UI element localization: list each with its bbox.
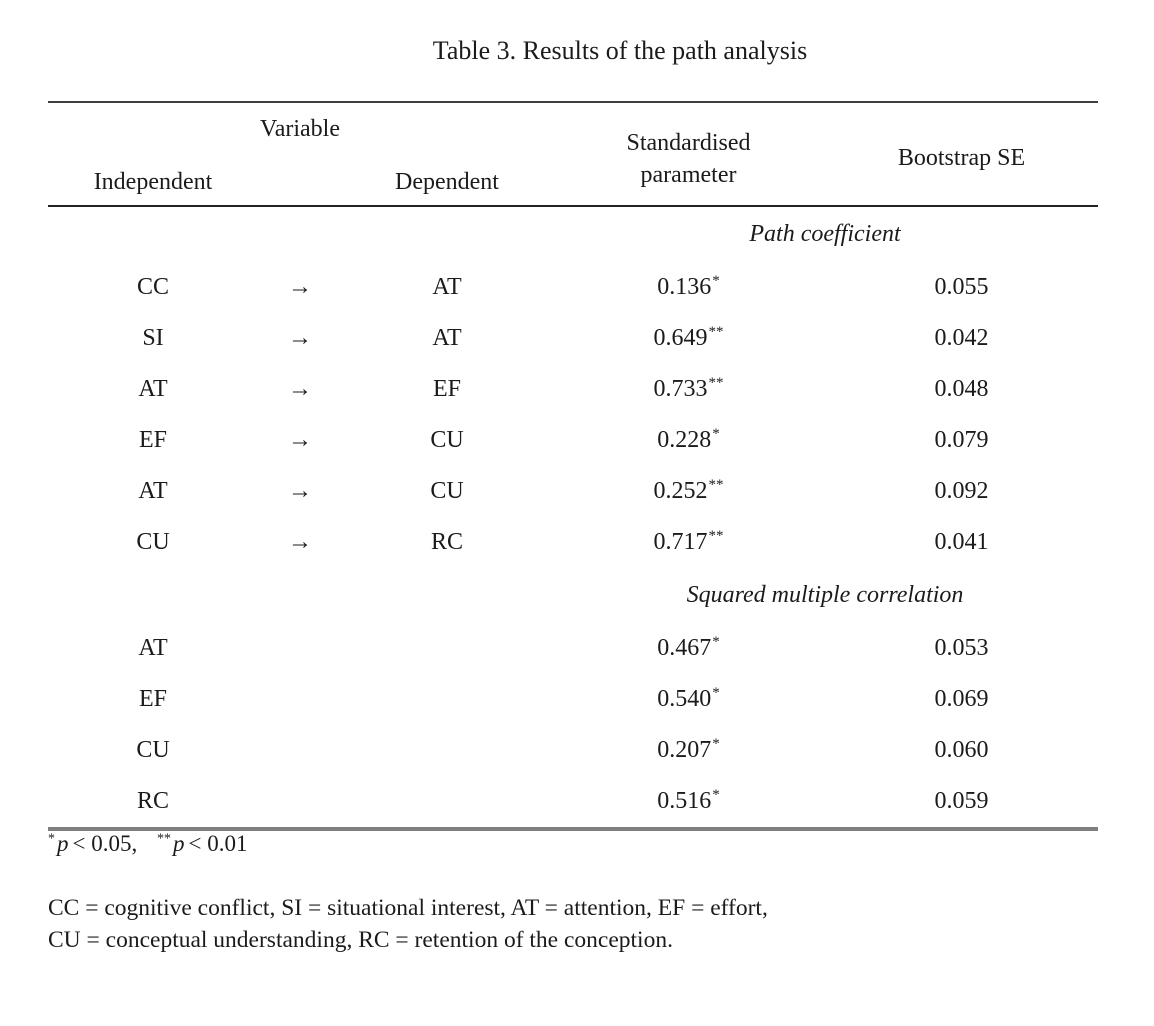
se-cell: 0.042 [934, 325, 989, 351]
header-variable-group: Variable [260, 116, 340, 142]
significance-stars: ** [708, 477, 724, 493]
arrow-icon: → [288, 274, 312, 300]
estimate-value: 0.207 [657, 737, 712, 763]
header-standardised-parameter-line1: Standardised [626, 130, 751, 156]
estimate-value: 0.717 [653, 529, 708, 555]
variable-cell: CU [136, 737, 170, 763]
significance-stars: ** [708, 375, 724, 391]
significance-stars: * [712, 634, 720, 650]
estimate-value: 0.467 [657, 635, 712, 661]
table-body [48, 207, 1098, 831]
header-bootstrap-se: Bootstrap SE [897, 145, 1026, 171]
estimate-cell [552, 427, 825, 454]
significance-threshold: < 0.01 [188, 831, 248, 856]
table-row [48, 776, 1098, 827]
section-row-squared-multiple-correlation [48, 568, 1098, 623]
independent-cell: AT [138, 478, 168, 504]
estimate-value: 0.649 [653, 325, 708, 351]
dependent-cell: EF [432, 376, 461, 402]
estimate-value: 0.516 [657, 788, 712, 814]
significance-stars: ** [708, 324, 724, 340]
estimate-value: 0.540 [657, 686, 712, 712]
dependent-cell: CU [430, 478, 464, 504]
significance-note-item [157, 831, 247, 856]
significance-stars: * [712, 736, 720, 752]
significance-note [48, 831, 247, 857]
estimate-cell [552, 478, 825, 505]
p-symbol: p [172, 831, 185, 856]
significance-stars: * [712, 685, 720, 701]
section-label-path-coefficient: Path coefficient [749, 221, 901, 247]
section-label-squared-multiple-correlation: Squared multiple correlation [686, 582, 964, 608]
table-row [48, 725, 1098, 776]
path-analysis-table [48, 101, 1098, 831]
table-row [48, 262, 1098, 313]
se-cell: 0.048 [934, 376, 989, 402]
arrow-icon: → [288, 376, 312, 402]
p-symbol: p [57, 831, 69, 856]
se-cell: 0.060 [934, 737, 989, 763]
se-cell: 0.079 [934, 427, 989, 453]
independent-cell: CU [136, 529, 170, 555]
table-title: Table 3. Results of the path analysis [432, 36, 808, 65]
significance-stars: * [712, 787, 720, 803]
se-cell: 0.059 [934, 788, 989, 814]
significance-stars: * [712, 273, 720, 289]
estimate-value: 0.252 [653, 478, 708, 504]
independent-cell: CC [136, 274, 169, 300]
significance-stars: * [48, 831, 55, 847]
estimate-cell [552, 274, 825, 301]
significance-stars: ** [708, 528, 724, 544]
estimate-value: 0.136 [657, 274, 712, 300]
independent-cell: AT [138, 376, 168, 402]
table-header [48, 101, 1098, 207]
dependent-cell: AT [432, 325, 462, 351]
arrow-icon: → [288, 325, 312, 351]
variable-cell: RC [136, 788, 169, 814]
significance-stars: ** [156, 831, 171, 847]
se-cell: 0.069 [934, 686, 989, 712]
se-cell: 0.041 [934, 529, 989, 555]
estimate-cell [552, 635, 825, 662]
se-cell: 0.092 [934, 478, 989, 504]
header-standardised-parameter-line2: parameter [640, 162, 737, 188]
dependent-cell: AT [432, 274, 462, 300]
significance-stars: * [712, 426, 720, 442]
abbreviation-note-line1: CC = cognitive conflict, SI = situational interest, AT = attention, EF = effort, [48, 895, 768, 921]
estimate-cell [552, 686, 825, 713]
variable-cell: EF [138, 686, 167, 712]
dependent-cell: CU [430, 427, 464, 453]
estimate-cell [552, 376, 825, 403]
estimate-cell [552, 737, 825, 764]
estimate-value: 0.228 [657, 427, 712, 453]
arrow-icon: → [288, 478, 312, 504]
table-row [48, 517, 1098, 568]
significance-note-item [48, 831, 137, 856]
table-row [48, 623, 1098, 674]
dependent-cell: RC [430, 529, 463, 555]
independent-cell: SI [142, 325, 164, 351]
estimate-value: 0.733 [653, 376, 708, 402]
independent-cell: EF [138, 427, 167, 453]
header-dependent: Dependent [395, 169, 499, 195]
arrow-icon: → [288, 427, 312, 453]
header-independent: Independent [93, 169, 213, 195]
section-row-path-coefficient [48, 207, 1098, 262]
estimate-cell [552, 325, 825, 352]
table-row [48, 674, 1098, 725]
table-row [48, 313, 1098, 364]
significance-threshold: < 0.05, [72, 831, 138, 856]
table-row [48, 364, 1098, 415]
variable-cell: AT [138, 635, 168, 661]
estimate-cell [552, 788, 825, 815]
table-row [48, 415, 1098, 466]
header-standardised-parameter [552, 127, 825, 191]
se-cell: 0.053 [934, 635, 989, 661]
abbreviation-note [48, 893, 768, 956]
table-row [48, 466, 1098, 517]
arrow-icon: → [288, 529, 312, 555]
abbreviation-note-line2: CU = conceptual understanding, RC = retention of the conception. [48, 926, 673, 953]
estimate-cell [552, 529, 825, 556]
se-cell: 0.055 [934, 274, 989, 300]
